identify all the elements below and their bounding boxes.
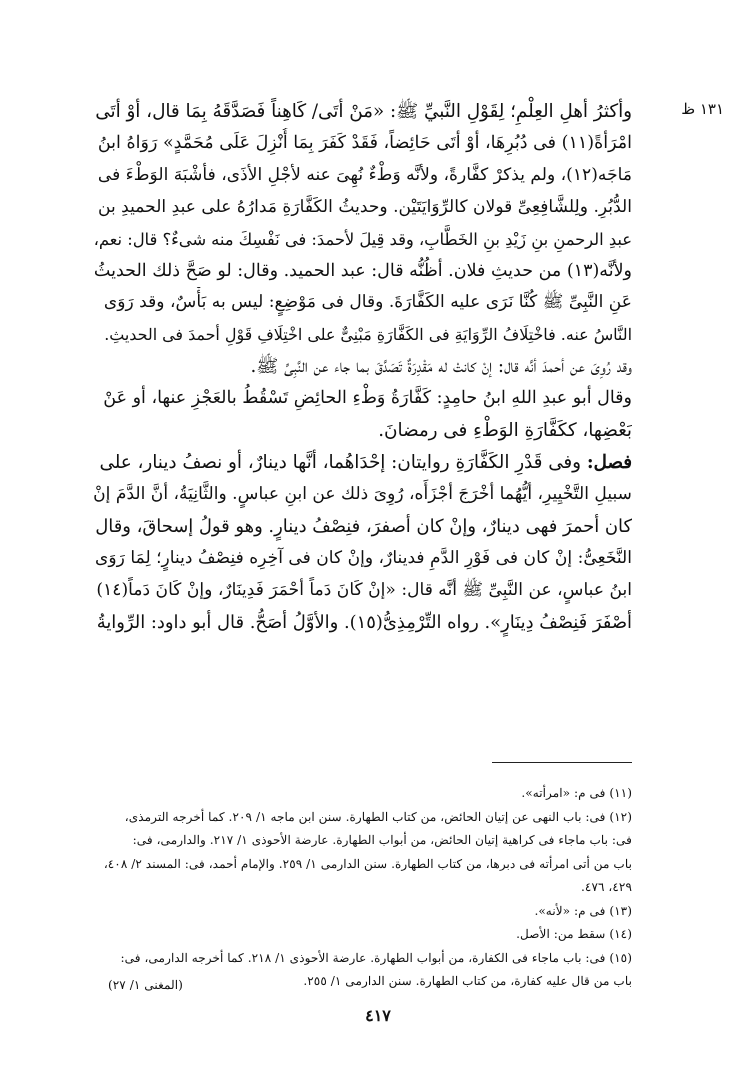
- section-heading: فصل:: [586, 451, 632, 473]
- main-text: [92, 96, 632, 638]
- text-line: [92, 447, 632, 479]
- paragraph-1: [92, 96, 632, 447]
- text-line: ولأنَّه(١٣) من حديثِ فلان. أظُنُّه قال: عبد الحميد. وقال: لو صَحَّ ذلك الحديثُ: [93, 260, 632, 281]
- text-line: أصْفَرَ فَنِصْفُ دِينَارٍ». رواه التِّرْمِذِىُّ(١٥). والأوَّلُ أصَحُّ. قال أبو داود: الرِّوايةُ: [96, 611, 632, 633]
- text-line: النَّخَعِىُّ: إنْ كان فى فَوْرِ الدَّمِ فدينارٌ، وإنْ كان فى آخِرِه فنِصْفُ دينارٍ؛ لِمَا رَوَى: [95, 547, 632, 568]
- footnote-line: باب من قال عليه كفارة، من كتاب الطهارة. سنن الدارمى ١/ ٢٥٥.: [303, 974, 632, 988]
- footnote-line: ٤٢٩، ٤٧٦.: [581, 880, 632, 894]
- text-line: بَعْضِها، ككَفَّارَةِ الوَطْءِ فى رمضانَ.: [378, 420, 632, 442]
- text-line: ابنُ عباسٍ، عن النَّبِىِّ ﷺ أنَّه قال: «إنْ كَانَ دَماً أحْمَرَ فَدِينَارٌ، وإنْ كَانَ دَماً(١٤): [96, 579, 632, 600]
- footnote-line: (١٥) فى: باب ماجاء فى الكفارة، من أبواب الطهارة. عارضة الأحوذى ١/ ٢١٨. كما أخرجه الدارمى، فى:: [120, 950, 632, 965]
- footnote-line: باب من أتى امرأته فى دبرها، من كتاب الطهارة. سنن الدارمى ١/ ٢٥٩. والإمام أحمد، فى: المسند ٢/ ٤٠٨،: [103, 856, 632, 871]
- footnote-line: (١٣) فى م: «لأنه».: [534, 903, 632, 918]
- footnotes: [92, 782, 632, 994]
- footnote-line: (١٢) فى: باب النهى عن إتيان الحائض، من كتاب الطهارة. سنن ابن ماجه ١/ ٢٠٩. كما أخرجه الترمذى،: [124, 809, 632, 824]
- text-line: وقال أبو عبدِ اللهِ ابنُ حامِدٍ: كَفَّارَةُ وَطْءِ الحائِضِ تَسْقُطُ بالعَجْزِ عنها، أو عَنْ: [103, 388, 632, 409]
- text-line: عبدِ الرحمنِ بنِ زَيْدِ بنِ الخَطَّابِ، وقد قِيلَ لأحمدَ: فى نَفْسِكَ منه شىءٌ؟ قال: نعم،: [93, 229, 632, 249]
- text-line: سبيلِ التَّخْيِيرِ، أيُّهُما أخْرَجَ أجْزَأَه، رُوِىَ ذلك عن ابنِ عباسٍ. والثَّانِيَةُ، أنَّ الدَّمَ إنْ: [93, 483, 632, 504]
- text-line-content: وفى قَدْرِ الكَفَّارَةِ روايتان: إحْدَاهُما، أنَّها دينارٌ، أو نصفُ دينار، على: [99, 451, 587, 473]
- text-line: الدُّبُرِ. ولِلشَّافِعِىِّ قولان كالرِّوَايَتَيْن. وحديثُ الكَفَّارَةِ مَدارُهُ على عبدِ الحميدِ بن: [97, 196, 632, 217]
- footnote-line: فى: باب ماجاء فى كراهية إتيان الحائض، من أبواب الطهارة. عارضة الأحوذى ١/ ٢١٧. والدارمى، فى:: [132, 833, 632, 847]
- text-line: وأكثرُ أهلِ العِلْمِ؛ لِقَوْلِ النَّبيِّ ﷺ: «مَنْ أتَى/ كَاهِناً فَصَدَّقَهُ بِمَا قال، أوْ أتَى: [95, 101, 632, 122]
- footnote-line: (١١) فى م: «امرأته».: [521, 786, 632, 800]
- text-line: عَنِ النَّبِىِّ ﷺ كُنَّا نَرَى عليه الكَفَّارَةَ. وقال فى مَوْضِعٍ: ليس به بَأْسٌ، وقد رَوَى: [103, 292, 632, 313]
- paragraph-fasl: [92, 447, 632, 638]
- footnote-line: (١٤) سقط من: الأصل.: [516, 927, 632, 941]
- text-line: النَّاسُ عنه. فاخْتِلَافُ الرِّوَايَةِ فى الكَفَّارَةِ مَبْنِىٌّ على اخْتِلَافِ قَوْلِ أحمدَ فى الحديثِ.: [104, 325, 632, 345]
- text-line: مَاجَه(١٢)، ولم يذكرْ كفَّارةً، ولأنَّه وَطْءٌ نُهِىَ عنه لأجْلِ الأذَى، فأشْبَهَ الوَطْءَ فى: [97, 164, 632, 185]
- source-reference: (المغنى ١/ ٢٧): [108, 978, 183, 992]
- text-line: امْرَأةً(١١) فى دُبُرِهَا، أوْ أتَى حَائِضاً، فَقَدْ كَفَرَ بِمَا أُنْزِلَ عَلَى مُحَمَّدٍ» رَوَاهُ ابنُ: [97, 132, 632, 153]
- page-number: ٤١٧: [365, 1006, 391, 1025]
- footnote-separator: [492, 762, 632, 763]
- text-line: وقد رُوِىَ عن أحمدَ أنَّه قال: إنْ كانتْ له مَقْدِرَةٌ تَصَدَّقَ بما جاء عن النَّبِىِّ ﷺ.: [250, 356, 632, 378]
- manuscript-folio-reference: ١٣١ ظ: [681, 100, 724, 118]
- text-line: كان أحمرَ فهى دينارٌ، وإنْ كان أصفرَ، فنِصْفُ دينارٍ. وهو قولُ إسحاقَ، وقال: [95, 515, 632, 537]
